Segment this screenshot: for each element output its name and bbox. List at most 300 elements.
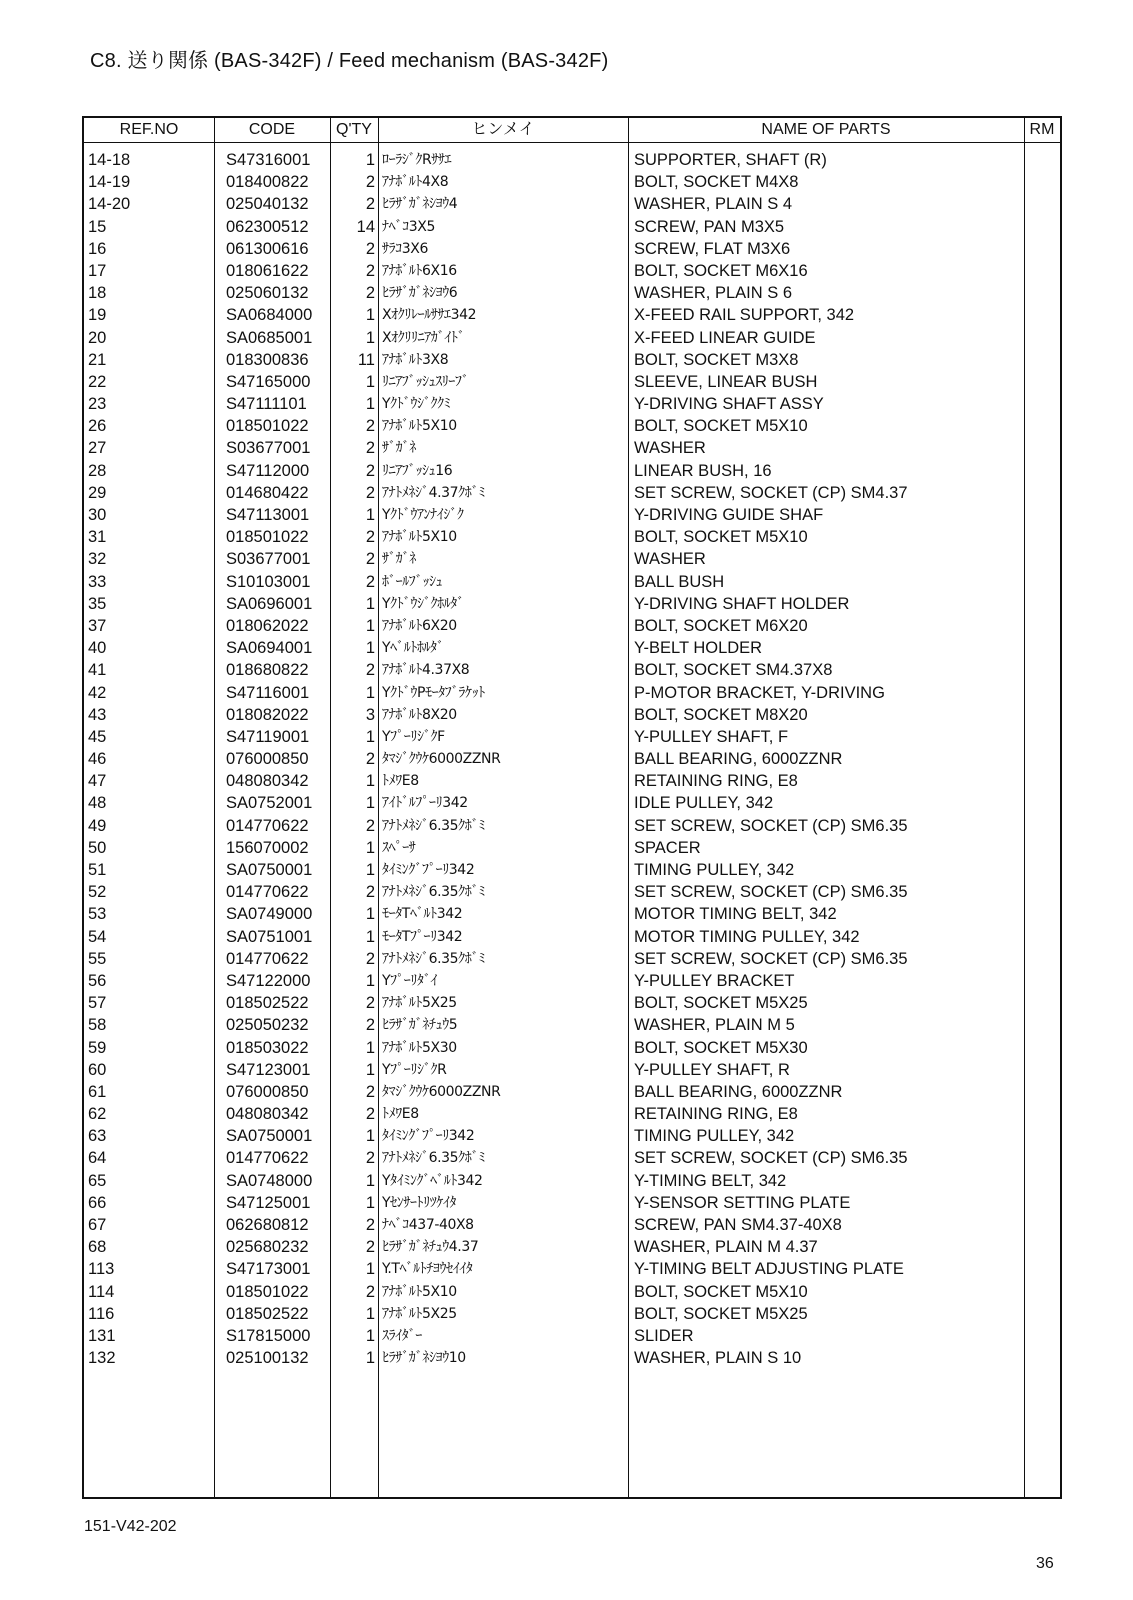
table-row xyxy=(84,149,1060,171)
ref-no-cell: 54 xyxy=(88,927,107,946)
qty-cell: 2 xyxy=(365,483,375,502)
table-row xyxy=(84,460,1060,482)
part-name-cell: Y-PULLEY BRACKET xyxy=(634,971,795,990)
qty-cell: 2 xyxy=(365,439,375,458)
table-row xyxy=(84,726,1060,748)
kana-name-cell: ｱﾅﾎﾞﾙﾄ5X25 xyxy=(382,1305,457,1322)
qty-cell: 2 xyxy=(365,261,375,280)
kana-name-cell: Yﾌﾟｰﾘﾀﾞｲ xyxy=(382,972,438,989)
code-cell: S03677001 xyxy=(226,439,311,458)
ref-no-cell: 68 xyxy=(88,1238,107,1257)
kana-name-cell: ｱﾅﾎﾞﾙﾄ3X8 xyxy=(382,351,449,368)
ref-no-cell: 55 xyxy=(88,949,107,968)
part-name-cell: RETAINING RING, E8 xyxy=(634,772,798,791)
part-name-cell: BOLT, SOCKET M5X10 xyxy=(634,1282,808,1301)
kana-name-cell: ﾀﾏｼﾞｸｳｹ6000ZZNR xyxy=(382,751,501,768)
part-name-cell: IDLE PULLEY, 342 xyxy=(634,794,774,813)
table-row xyxy=(84,171,1060,193)
ref-no-cell: 62 xyxy=(88,1105,107,1124)
table-row xyxy=(84,948,1060,970)
table-row xyxy=(84,615,1060,637)
kana-name-cell: YｸﾄﾞｳPﾓｰﾀﾌﾞﾗｹｯﾄ xyxy=(382,684,485,701)
table-row xyxy=(84,1347,1060,1369)
part-name-cell: Y-DRIVING GUIDE SHAF xyxy=(634,506,824,524)
table-row xyxy=(84,1214,1060,1236)
code-cell: 018501022 xyxy=(226,528,309,547)
code-cell: 018400822 xyxy=(226,173,309,192)
kana-name-cell: ｱﾅﾎﾞﾙﾄ6X16 xyxy=(382,262,457,279)
qty-cell: 1 xyxy=(365,838,375,857)
kana-name-cell: ｱﾅﾎﾞﾙﾄ4X8 xyxy=(382,174,449,191)
part-name-cell: BOLT, SOCKET M5X25 xyxy=(634,994,808,1013)
code-cell: 062680812 xyxy=(226,1216,309,1234)
code-cell: 014770622 xyxy=(226,883,309,902)
ref-no-cell: 22 xyxy=(88,372,107,391)
table-row xyxy=(84,304,1060,326)
code-cell: 018501022 xyxy=(226,417,309,436)
code-cell: 018680822 xyxy=(226,661,309,680)
code-cell: SA0748000 xyxy=(226,1171,313,1190)
header-divider xyxy=(84,142,1060,143)
code-cell: 018501022 xyxy=(226,1282,309,1301)
qty-cell: 1 xyxy=(365,683,375,702)
qty-cell: 1 xyxy=(365,1038,375,1057)
qty-cell: 1 xyxy=(365,794,375,813)
part-name-cell: WASHER, PLAIN S 6 xyxy=(634,284,793,303)
table-row xyxy=(84,1081,1060,1103)
ref-no-cell: 23 xyxy=(88,395,107,414)
part-name-cell: SET SCREW, SOCKET (CP) SM6.35 xyxy=(634,1149,908,1168)
part-name-cell: BOLT, SOCKET M6X16 xyxy=(634,261,808,280)
code-cell: SA0685001 xyxy=(226,328,313,347)
kana-name-cell: Yｸﾄﾞｳｱﾝﾅｲｼﾞｸ xyxy=(382,507,464,523)
code-cell: 025680232 xyxy=(226,1238,309,1257)
page-title: C8. 送り関係 (BAS-342F) / Feed mechanism (BAS-342F) xyxy=(90,50,609,72)
part-name-cell: SET SCREW, SOCKET (CP) SM6.35 xyxy=(634,949,908,968)
code-cell: 025100132 xyxy=(226,1349,309,1368)
part-name-cell: TIMING PULLEY, 342 xyxy=(634,861,795,879)
kana-name-cell: ｱﾅﾎﾞﾙﾄ5X25 xyxy=(382,995,457,1012)
part-name-cell: X-FEED RAIL SUPPORT, 342 xyxy=(634,306,855,325)
table-row xyxy=(84,327,1060,349)
table-row xyxy=(84,1281,1060,1303)
table-row xyxy=(84,682,1060,704)
table-row xyxy=(84,1147,1060,1169)
ref-no-cell: 57 xyxy=(88,994,107,1013)
part-name-cell: SLEEVE, LINEAR BUSH xyxy=(634,372,818,391)
kana-name-cell: ﾘﾆｱﾌﾞｯｼｭ16 xyxy=(382,462,453,479)
code-cell: S47122000 xyxy=(226,971,311,990)
code-cell: 076000850 xyxy=(226,750,309,769)
part-name-cell: WASHER, PLAIN S 4 xyxy=(634,195,793,214)
part-name-cell: SCREW, FLAT M3X6 xyxy=(634,239,791,258)
part-name-cell: X-FEED LINEAR GUIDE xyxy=(634,328,816,347)
qty-cell: 2 xyxy=(365,1105,375,1124)
ref-no-cell: 28 xyxy=(88,461,107,480)
header-kana-name: ヒンメイ xyxy=(471,121,535,138)
kana-name-cell: ｱﾅﾎﾞﾙﾄ8X20 xyxy=(382,706,457,723)
qty-cell: 1 xyxy=(365,1260,375,1279)
kana-name-cell: ｱﾅﾄﾒﾈｼﾞ4.37ｸﾎﾞﾐ xyxy=(382,484,485,501)
qty-cell: 1 xyxy=(365,1349,375,1368)
code-cell: S47165000 xyxy=(226,372,311,391)
ref-no-cell: 37 xyxy=(88,616,107,635)
code-cell: 076000850 xyxy=(226,1082,309,1101)
ref-no-cell: 65 xyxy=(88,1171,107,1190)
ref-no-cell: 61 xyxy=(88,1082,107,1101)
code-cell: 014770622 xyxy=(226,1149,309,1168)
ref-no-cell: 131 xyxy=(88,1326,116,1345)
kana-name-cell: ｱﾅﾄﾒﾈｼﾞ6.35ｸﾎﾞﾐ xyxy=(382,884,485,901)
code-cell: 018503022 xyxy=(226,1038,309,1057)
ref-no-cell: 63 xyxy=(88,1127,107,1146)
kana-name-cell: ﾄﾒﾜE8 xyxy=(382,773,419,790)
table-row xyxy=(84,903,1060,925)
code-cell: 014770622 xyxy=(226,949,309,968)
table-row xyxy=(84,593,1060,615)
header-name-of-parts: NAME OF PARTS xyxy=(761,121,891,138)
qty-cell: 1 xyxy=(365,328,375,347)
qty-cell: 2 xyxy=(365,1016,375,1035)
kana-name-cell: ﾀｲﾐﾝｸﾞﾌﾟｰﾘ342 xyxy=(382,862,475,878)
kana-name-cell: ﾋﾗｻﾞｶﾞﾈﾁｭｳ5 xyxy=(382,1017,458,1034)
table-row xyxy=(84,571,1060,593)
kana-name-cell: Yｸﾄﾞｳｼﾞｸﾎﾙﾀﾞ xyxy=(382,595,464,612)
ref-no-cell: 32 xyxy=(88,550,107,569)
code-cell: 018062022 xyxy=(226,616,309,635)
code-cell: S47125001 xyxy=(226,1193,311,1212)
qty-cell: 1 xyxy=(365,1326,375,1345)
table-row xyxy=(84,282,1060,304)
part-name-cell: BALL BEARING, 6000ZZNR xyxy=(634,1082,843,1101)
table-row xyxy=(84,238,1060,260)
table-row xyxy=(84,526,1060,548)
page-number: 36 xyxy=(1036,1555,1054,1572)
code-cell: SA0752001 xyxy=(226,794,313,813)
code-cell: SA0749000 xyxy=(226,905,313,924)
code-cell: 048080342 xyxy=(226,772,309,791)
ref-no-cell: 52 xyxy=(88,883,107,902)
qty-cell: 1 xyxy=(365,616,375,635)
header-rm: RM xyxy=(1029,121,1055,138)
part-name-cell: SCREW, PAN SM4.37-40X8 xyxy=(634,1216,842,1234)
kana-name-cell: ｱｲﾄﾞﾙﾌﾟｰﾘ342 xyxy=(382,795,468,812)
ref-no-cell: 29 xyxy=(88,483,107,502)
kana-name-cell: Yﾍﾞﾙﾄﾎﾙﾀﾞ xyxy=(382,640,444,657)
ref-no-cell: 66 xyxy=(88,1193,107,1212)
qty-cell: 2 xyxy=(365,661,375,680)
qty-cell: 1 xyxy=(365,306,375,325)
qty-cell: 14 xyxy=(356,217,375,236)
code-cell: 062300512 xyxy=(226,217,309,236)
table-row xyxy=(84,482,1060,504)
ref-no-cell: 114 xyxy=(88,1282,115,1301)
qty-cell: 2 xyxy=(365,1149,375,1168)
table-row xyxy=(84,1037,1060,1059)
qty-cell: 2 xyxy=(365,949,375,968)
qty-cell: 1 xyxy=(365,971,375,990)
part-name-cell: BOLT, SOCKET SM4.37X8 xyxy=(634,661,833,680)
part-name-cell: MOTOR TIMING BELT, 342 xyxy=(634,905,837,924)
table-row xyxy=(84,371,1060,393)
code-cell: 025060132 xyxy=(226,284,309,303)
table-row xyxy=(84,704,1060,726)
ref-no-cell: 64 xyxy=(88,1149,107,1168)
ref-no-cell: 35 xyxy=(88,594,107,613)
kana-name-cell: YﾌﾟｰﾘｼﾞｸF xyxy=(382,728,445,745)
qty-cell: 1 xyxy=(365,1193,375,1212)
kana-name-cell: ﾅﾍﾞｺ437-40X8 xyxy=(382,1217,474,1233)
part-name-cell: P-MOTOR BRACKET, Y-DRIVING xyxy=(634,683,885,702)
qty-cell: 2 xyxy=(365,1216,375,1234)
table-row xyxy=(84,1170,1060,1192)
part-name-cell: TIMING PULLEY, 342 xyxy=(634,1127,795,1146)
ref-no-cell: 42 xyxy=(88,683,107,702)
part-name-cell: WASHER xyxy=(634,439,706,458)
part-name-cell: BOLT, SOCKET M5X30 xyxy=(634,1038,808,1057)
ref-no-cell: 67 xyxy=(88,1216,107,1234)
ref-no-cell: 49 xyxy=(88,816,107,835)
table-row xyxy=(84,1103,1060,1125)
code-cell: 018300836 xyxy=(226,350,309,369)
qty-cell: 3 xyxy=(365,705,375,724)
code-cell: 014770622 xyxy=(226,816,309,835)
ref-no-cell: 116 xyxy=(88,1304,115,1323)
kana-name-cell: ｱﾅﾄﾒﾈｼﾞ6.35ｸﾎﾞﾐ xyxy=(382,1150,485,1167)
part-name-cell: WASHER xyxy=(634,550,706,569)
table-row xyxy=(84,815,1060,837)
table-row xyxy=(84,1303,1060,1325)
code-cell: S47123001 xyxy=(226,1060,311,1079)
qty-cell: 1 xyxy=(365,861,375,879)
table-row xyxy=(84,1125,1060,1147)
part-name-cell: BOLT, SOCKET M3X8 xyxy=(634,350,799,369)
part-name-cell: SET SCREW, SOCKET (CP) SM4.37 xyxy=(634,483,908,502)
ref-no-cell: 30 xyxy=(88,506,107,524)
kana-name-cell: Yﾀｲﾐﾝｸﾞﾍﾞﾙﾄ342 xyxy=(382,1172,483,1189)
kana-name-cell: ﾀｲﾐﾝｸﾞﾌﾟｰﾘ342 xyxy=(382,1128,475,1145)
code-cell: 048080342 xyxy=(226,1105,309,1124)
qty-cell: 2 xyxy=(365,883,375,902)
table-row xyxy=(84,659,1060,681)
kana-name-cell: ｱﾅﾄﾒﾈｼﾞ6.35ｸﾎﾞﾐ xyxy=(382,950,485,967)
ref-no-cell: 113 xyxy=(88,1260,115,1279)
kana-name-cell: ﾋﾗｻﾞｶﾞﾈﾁｭｳ4.37 xyxy=(382,1239,479,1256)
qty-cell: 11 xyxy=(357,350,375,369)
part-name-cell: MOTOR TIMING PULLEY, 342 xyxy=(634,927,860,946)
table-row xyxy=(84,1014,1060,1036)
ref-no-cell: 15 xyxy=(88,217,107,236)
qty-cell: 2 xyxy=(365,461,375,480)
table-row xyxy=(84,992,1060,1014)
part-name-cell: Y-DRIVING SHAFT ASSY xyxy=(634,395,824,414)
code-cell: S47173001 xyxy=(226,1260,311,1279)
table-row xyxy=(84,881,1060,903)
qty-cell: 1 xyxy=(365,1304,375,1323)
ref-no-cell: 132 xyxy=(88,1349,116,1368)
kana-name-cell: ﾋﾗｻﾞｶﾞﾈｼﾖｳ10 xyxy=(382,1350,466,1367)
table-row xyxy=(84,637,1060,659)
table-row xyxy=(84,1059,1060,1081)
table-row xyxy=(84,1258,1060,1280)
qty-cell: 1 xyxy=(365,772,375,791)
table-row xyxy=(84,1325,1060,1347)
qty-cell: 1 xyxy=(365,905,375,924)
part-name-cell: BOLT, SOCKET M6X20 xyxy=(634,616,808,635)
code-cell: S47112000 xyxy=(226,461,310,480)
qty-cell: 2 xyxy=(365,284,375,303)
kana-name-cell: YﾌﾟｰﾘｼﾞｸR xyxy=(382,1061,447,1078)
part-name-cell: SUPPORTER, SHAFT (R) xyxy=(634,151,827,169)
table-row xyxy=(84,1236,1060,1258)
ref-no-cell: 14-20 xyxy=(88,195,131,214)
header-code: CODE xyxy=(248,121,296,138)
qty-cell: 1 xyxy=(365,594,375,613)
qty-cell: 1 xyxy=(365,639,375,658)
kana-name-cell: ｱﾅﾎﾞﾙﾄ5X10 xyxy=(382,1283,457,1300)
qty-cell: 1 xyxy=(365,372,375,391)
part-name-cell: BALL BUSH xyxy=(634,572,725,591)
table-row xyxy=(84,349,1060,371)
qty-cell: 2 xyxy=(365,816,375,835)
table-row xyxy=(84,792,1060,814)
code-cell: 025050232 xyxy=(226,1016,309,1035)
kana-name-cell: ｱﾅﾄﾒﾈｼﾞ6.35ｸﾎﾞﾐ xyxy=(382,817,485,834)
kana-name-cell: ｱﾅﾎﾞﾙﾄ5X10 xyxy=(382,529,457,546)
qty-cell: 1 xyxy=(365,727,375,746)
code-cell: SA0696001 xyxy=(226,594,313,613)
kana-name-cell: ｻﾗｺ3X6 xyxy=(382,240,429,257)
qty-cell: 1 xyxy=(365,151,375,169)
ref-no-cell: 40 xyxy=(88,639,107,658)
parts-table xyxy=(82,116,1062,1499)
part-name-cell: BALL BEARING, 6000ZZNR xyxy=(634,750,843,769)
ref-no-cell: 45 xyxy=(88,727,107,746)
ref-no-cell: 48 xyxy=(88,794,107,813)
code-cell: 018502522 xyxy=(226,1304,309,1323)
kana-name-cell: ｻﾞｶﾞﾈ xyxy=(382,551,416,568)
kana-name-cell: ｱﾅﾎﾞﾙﾄ5X30 xyxy=(382,1039,457,1056)
part-name-cell: Y-PULLEY SHAFT, R xyxy=(634,1060,790,1079)
ref-no-cell: 19 xyxy=(88,306,107,325)
part-name-cell: SET SCREW, SOCKET (CP) SM6.35 xyxy=(634,816,908,835)
code-cell: S47316001 xyxy=(226,151,311,169)
ref-no-cell: 18 xyxy=(88,284,107,303)
table-row xyxy=(84,193,1060,215)
ref-no-cell: 26 xyxy=(88,417,107,436)
header-qty: Q'TY xyxy=(336,121,372,138)
code-cell: 018502522 xyxy=(226,994,309,1013)
table-row xyxy=(84,415,1060,437)
part-name-cell: RETAINING RING, E8 xyxy=(634,1105,798,1124)
part-name-cell: Y-BELT HOLDER xyxy=(634,639,763,658)
table-row xyxy=(84,859,1060,881)
table-row xyxy=(84,437,1060,459)
qty-cell: 2 xyxy=(365,1082,375,1101)
kana-name-cell: ﾋﾗｻﾞｶﾞﾈｼﾖｳ4 xyxy=(382,196,458,213)
kana-name-cell: ﾓｰﾀTﾌﾟｰﾘ342 xyxy=(382,928,463,945)
ref-no-cell: 27 xyxy=(88,439,107,458)
code-cell: SA0751001 xyxy=(226,927,313,946)
part-name-cell: Y-DRIVING SHAFT HOLDER xyxy=(634,594,850,613)
code-cell: S47119001 xyxy=(226,727,310,746)
code-cell: 018061622 xyxy=(226,261,309,280)
part-name-cell: BOLT, SOCKET M5X25 xyxy=(634,1304,808,1323)
part-name-cell: SPACER xyxy=(634,838,701,857)
qty-cell: 1 xyxy=(365,1171,375,1190)
kana-name-cell: ﾅﾍﾞｺ3X5 xyxy=(382,218,436,235)
kana-name-cell: ﾋﾗｻﾞｶﾞﾈｼﾖｳ6 xyxy=(382,285,458,302)
code-cell: 025040132 xyxy=(226,195,309,214)
part-name-cell: BOLT, SOCKET M4X8 xyxy=(634,173,799,192)
kana-name-cell: ﾘﾆｱﾌﾞｯｼｭｽﾘｰﾌﾞ xyxy=(382,373,469,390)
ref-no-cell: 31 xyxy=(88,528,107,547)
ref-no-cell: 14-18 xyxy=(88,151,131,169)
code-cell: 156070002 xyxy=(226,838,309,857)
part-name-cell: WASHER, PLAIN S 10 xyxy=(634,1349,802,1368)
code-cell: S47116001 xyxy=(226,683,310,702)
qty-cell: 2 xyxy=(365,994,375,1013)
ref-no-cell: 58 xyxy=(88,1016,107,1035)
ref-no-cell: 17 xyxy=(88,261,107,280)
code-cell: SA0750001 xyxy=(226,1127,313,1146)
code-cell: S47113001 xyxy=(226,506,310,524)
kana-name-cell: ｽﾗｲﾀﾞｰ xyxy=(382,1327,422,1344)
kana-name-cell: ﾎﾞｰﾙﾌﾞｯｼｭ xyxy=(382,573,443,590)
part-name-cell: Y-PULLEY SHAFT, F xyxy=(634,727,789,746)
table-row xyxy=(84,926,1060,948)
ref-no-cell: 50 xyxy=(88,838,107,857)
part-name-cell: SLIDER xyxy=(634,1326,694,1345)
kana-name-cell: Xｵｸﾘﾚｰﾙｻｻｴ342 xyxy=(382,307,477,324)
qty-cell: 1 xyxy=(365,395,375,414)
kana-name-cell: ｱﾅﾎﾞﾙﾄ4.37X8 xyxy=(382,662,470,679)
document-code: 151-V42-202 xyxy=(84,1518,177,1535)
ref-no-cell: 14-19 xyxy=(88,173,131,192)
part-name-cell: WASHER, PLAIN M 5 xyxy=(634,1016,795,1035)
code-cell: 014680422 xyxy=(226,483,309,502)
ref-no-cell: 20 xyxy=(88,328,107,347)
table-row xyxy=(84,504,1060,526)
kana-name-cell: Y.Tﾍﾞﾙﾄﾁﾖｳｾｲｲﾀ xyxy=(382,1261,473,1278)
kana-name-cell: Xｵｸﾘﾘﾆｱｶﾞｲﾄﾞ xyxy=(382,329,465,346)
parts-list xyxy=(84,149,1060,1369)
code-cell: S47111101 xyxy=(226,395,307,414)
table-row xyxy=(84,770,1060,792)
code-cell: SA0750001 xyxy=(226,861,313,879)
qty-cell: 1 xyxy=(365,506,375,524)
table-row xyxy=(84,970,1060,992)
kana-name-cell: ﾛｰﾗｼﾞｸRｻｻｴ xyxy=(382,152,452,168)
qty-cell: 2 xyxy=(365,417,375,436)
part-name-cell: Y-TIMING BELT, 342 xyxy=(634,1171,787,1190)
kana-name-cell: ﾄﾒﾜE8 xyxy=(382,1106,419,1123)
ref-no-cell: 21 xyxy=(88,350,107,369)
part-name-cell: BOLT, SOCKET M5X10 xyxy=(634,528,808,547)
table-row xyxy=(84,548,1060,570)
ref-no-cell: 51 xyxy=(88,861,107,879)
ref-no-cell: 33 xyxy=(88,572,107,591)
ref-no-cell: 16 xyxy=(88,239,107,258)
kana-name-cell: Yｾﾝｻｰﾄﾘﾂｹｲﾀ xyxy=(382,1194,457,1211)
kana-name-cell: ｻﾞｶﾞﾈ xyxy=(382,440,416,457)
ref-no-cell: 46 xyxy=(88,750,107,769)
qty-cell: 2 xyxy=(365,1282,375,1301)
qty-cell: 1 xyxy=(365,927,375,946)
qty-cell: 1 xyxy=(365,1060,375,1079)
kana-name-cell: ﾓｰﾀTﾍﾞﾙﾄ342 xyxy=(382,906,463,923)
table-row xyxy=(84,837,1060,859)
